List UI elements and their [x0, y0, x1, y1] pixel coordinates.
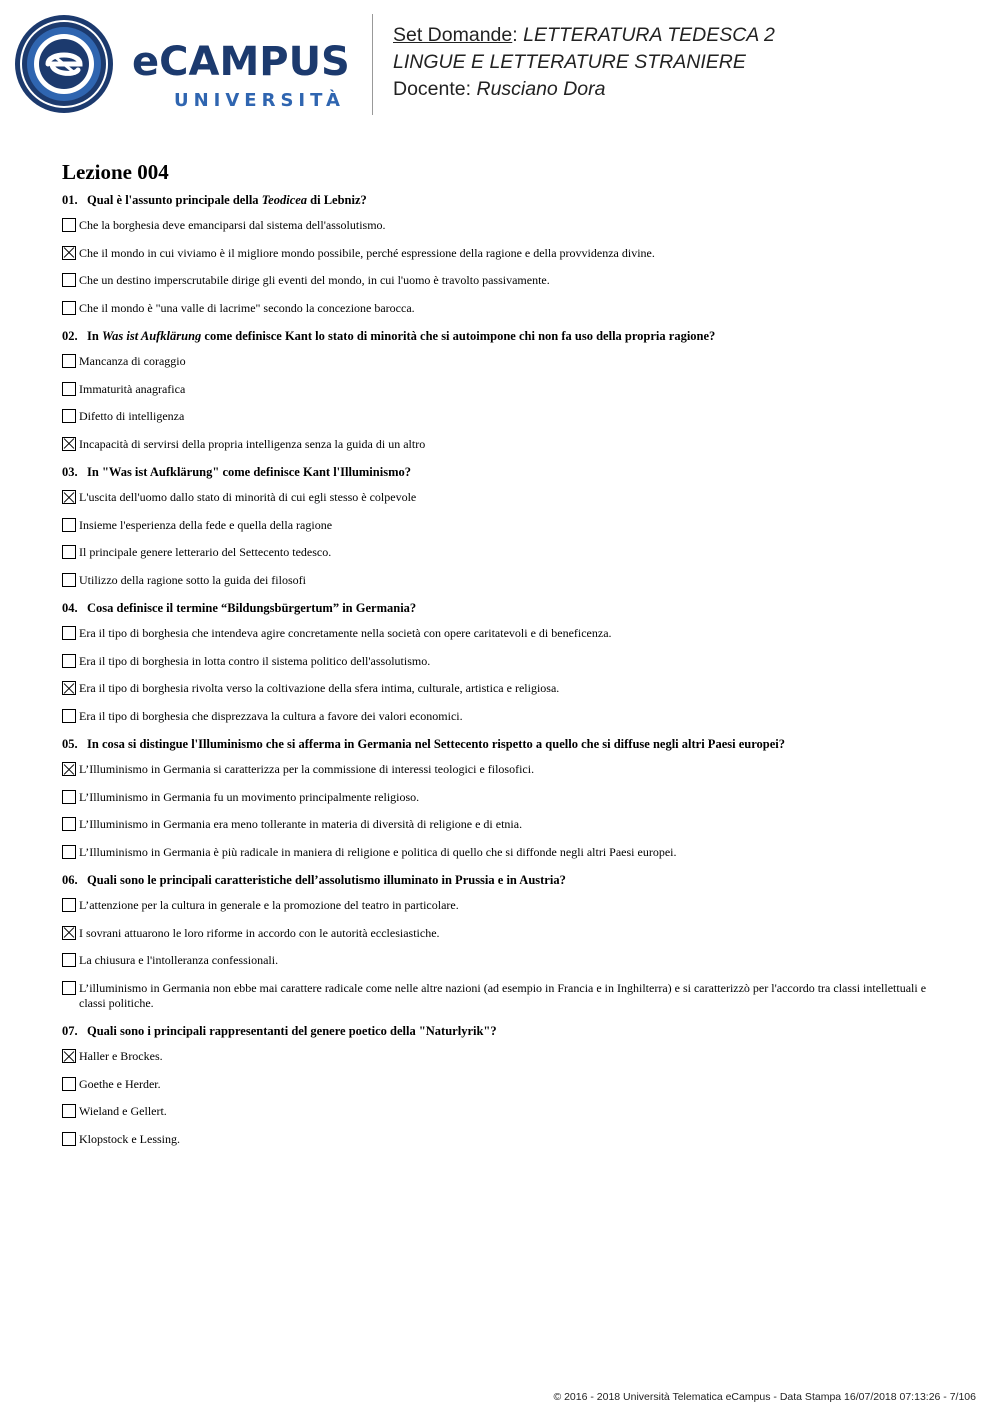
checked-checkbox-icon	[62, 681, 76, 695]
question-text	[62, 1023, 942, 1040]
answer-option	[62, 626, 942, 641]
question-list	[62, 192, 942, 1147]
answer-option-text: Difetto di intelligenza	[79, 409, 185, 423]
answer-option-text: L’attenzione per la cultura in generale e la promozione del teatro in particolare.	[79, 898, 459, 912]
question-text-segment: Qual è l'assunto principale della	[87, 193, 262, 207]
question-number: 06.	[62, 873, 78, 887]
document-header	[393, 22, 775, 103]
answer-option	[62, 218, 942, 233]
answer-option-text: Era il tipo di borghesia che intendeva agire concretamente nella società con opere caritatevoli e di beneficenza.	[79, 626, 612, 640]
question-block	[62, 464, 942, 588]
question-text-segment: Cosa definisce il termine “Bildungsbürgertum” in Germania?	[87, 601, 417, 615]
question-text	[62, 464, 942, 481]
answer-option	[62, 518, 942, 533]
answer-option	[62, 545, 942, 560]
answer-option	[62, 981, 942, 1011]
answer-option	[62, 953, 942, 968]
empty-checkbox-icon	[62, 654, 76, 668]
answer-option-text: Insieme l'esperienza della fede e quella della ragione	[79, 517, 333, 532]
question-number: 05.	[62, 737, 78, 751]
answer-option	[62, 573, 942, 588]
header-divider	[372, 14, 373, 115]
question-block	[62, 192, 942, 316]
checked-checkbox-icon	[62, 926, 76, 940]
question-number: 03.	[62, 465, 78, 479]
teacher-name: Rusciano Dora	[476, 78, 606, 100]
question-number: 04.	[62, 601, 78, 615]
answer-option-text: Wieland e Gellert.	[79, 1104, 167, 1118]
empty-checkbox-icon	[62, 573, 76, 587]
brand-subtitle: UNIVERSITÀ	[174, 90, 345, 111]
answer-option-text: Era il tipo di borghesia rivolta verso la coltivazione della sfera intima, culturale, artistica e religiosa.	[79, 681, 560, 695]
checked-checkbox-icon	[62, 437, 76, 451]
empty-checkbox-icon	[62, 898, 76, 912]
answer-option	[62, 709, 942, 724]
course-name: LETTERATURA TEDESCA 2	[523, 24, 775, 46]
answer-option	[62, 1104, 942, 1119]
checked-checkbox-icon	[62, 1049, 76, 1063]
answer-option	[62, 1132, 942, 1147]
answer-option-text: L’Illuminismo in Germania si caratterizza per la commissione di interessi teologici e filosofici.	[79, 762, 535, 776]
empty-checkbox-icon	[62, 790, 76, 804]
answer-option-text: Il principale genere letterario del Settecento tedesco.	[79, 545, 332, 559]
empty-checkbox-icon	[62, 1132, 76, 1146]
set-label: Set Domande	[393, 24, 513, 46]
answer-option	[62, 681, 942, 696]
empty-checkbox-icon	[62, 981, 76, 995]
question-text	[62, 192, 942, 209]
question-text-segment: di Lebniz?	[307, 193, 367, 207]
ecampus-logo	[14, 14, 359, 116]
answer-option-text: L'uscita dell'uomo dallo stato di minorità di cui egli stesso è colpevole	[79, 490, 417, 504]
question-block	[62, 600, 942, 724]
question-text-segment: Was ist Aufklärung	[101, 329, 202, 343]
answer-option-text: Che il mondo è "una valle di lacrime" secondo la concezione barocca.	[79, 300, 415, 315]
answer-option-text: L’Illuminismo in Germania fu un movimento principalmente religioso.	[79, 789, 420, 804]
question-text	[62, 872, 942, 889]
answer-option	[62, 382, 942, 397]
empty-checkbox-icon	[62, 273, 76, 287]
empty-checkbox-icon	[62, 953, 76, 967]
answer-option	[62, 762, 942, 777]
header-line-3	[393, 76, 775, 103]
question-number: 02.	[62, 329, 78, 343]
empty-checkbox-icon	[62, 626, 76, 640]
empty-checkbox-icon	[62, 218, 76, 232]
answer-option	[62, 246, 942, 261]
answer-option-text: Che il mondo in cui viviamo è il migliore mondo possibile, perché espressione della ragione e della provvidenza divine.	[79, 245, 655, 260]
header-line-2	[393, 49, 775, 76]
empty-checkbox-icon	[62, 845, 76, 859]
question-text-segment: In "Was ist Aufklärung" come definisce Kant l'Illuminismo?	[87, 465, 411, 479]
empty-checkbox-icon	[62, 409, 76, 423]
question-text-segment: Teodicea	[261, 193, 308, 207]
checked-checkbox-icon	[62, 762, 76, 776]
question-text-segment: In	[87, 329, 102, 343]
teacher-label: Docente:	[393, 78, 472, 100]
answer-option	[62, 409, 942, 424]
answer-option-text: La chiusura e l'intolleranza confessionali.	[79, 953, 279, 967]
empty-checkbox-icon	[62, 545, 76, 559]
answer-option-text: Haller e Brockes.	[79, 1049, 163, 1063]
answer-option	[62, 301, 942, 316]
empty-checkbox-icon	[62, 354, 76, 368]
question-block	[62, 1023, 942, 1147]
answer-option-text: L’Illuminismo in Germania è più radicale in maniera di religione e politica di quello che si diffonde negli altri Paesi europei.	[79, 844, 677, 859]
checked-checkbox-icon	[62, 246, 76, 260]
lesson-title: Lezione 004	[62, 160, 169, 184]
answer-option	[62, 354, 942, 369]
answer-option-text: Mancanza di coraggio	[79, 354, 186, 368]
answer-option-text: L’Illuminismo in Germania era meno tollerante in materia di diversità di religione e di etnia.	[79, 817, 523, 831]
answer-option-text: Goethe e Herder.	[79, 1076, 161, 1091]
answer-option-text: L’illuminismo in Germania non ebbe mai carattere radicale come nelle altre nazioni (ad esempio in Francia e in Inghilterra) e si caratterizzò per l'accordo tra classi intellettuali e classi politiche.	[79, 980, 927, 1010]
question-block	[62, 872, 942, 1011]
quiz-content	[62, 160, 942, 1159]
empty-checkbox-icon	[62, 709, 76, 723]
answer-option	[62, 926, 942, 941]
answer-option	[62, 1077, 942, 1092]
question-text	[62, 328, 942, 345]
checked-checkbox-icon	[62, 490, 76, 504]
answer-option	[62, 898, 942, 913]
answer-option	[62, 273, 942, 288]
question-number: 01.	[62, 193, 78, 207]
answer-option-text: Immaturità anagrafica	[79, 381, 186, 396]
ecampus-seal-icon	[14, 14, 114, 114]
empty-checkbox-icon	[62, 1104, 76, 1118]
page-footer: © 2016 - 2018 Università Telematica eCampus - Data Stampa 16/07/2018 07:13:26 - 7/106	[553, 1391, 976, 1403]
question-text-segment: In cosa si distingue l'Illuminismo che si afferma in Germania nel Settecento rispetto a quello che si diffuse negli altri Paesi europei?	[87, 737, 785, 751]
empty-checkbox-icon	[62, 518, 76, 532]
question-text-segment: Quali sono le principali caratteristiche dell’assolutismo illuminato in Prussia e in Austria?	[87, 873, 566, 887]
answer-option-text: Incapacità di servirsi della propria intelligenza senza la guida di un altro	[79, 436, 426, 451]
empty-checkbox-icon	[62, 382, 76, 396]
question-number: 07.	[62, 1024, 78, 1038]
question-text	[62, 600, 942, 617]
answer-option-text: Che la borghesia deve emanciparsi dal sistema dell'assolutismo.	[79, 218, 386, 232]
degree-name: LINGUE E LETTERATURE STRANIERE	[393, 51, 746, 73]
answer-option	[62, 437, 942, 452]
answer-option	[62, 1049, 942, 1064]
answer-option-text: Utilizzo della ragione sotto la guida dei filosofi	[79, 572, 306, 587]
brand-name: eCAMPUS	[132, 39, 350, 85]
answer-option-text: Era il tipo di borghesia che disprezzava la cultura a favore dei valori economici.	[79, 708, 463, 723]
answer-option	[62, 845, 942, 860]
answer-option	[62, 790, 942, 805]
question-block	[62, 328, 942, 452]
empty-checkbox-icon	[62, 817, 76, 831]
answer-option	[62, 654, 942, 669]
answer-option-text: I sovrani attuarono le loro riforme in accordo con le autorità ecclesiastiche.	[79, 925, 440, 940]
question-text	[62, 736, 942, 753]
empty-checkbox-icon	[62, 1077, 76, 1091]
answer-option	[62, 817, 942, 832]
question-text-segment: Quali sono i principali rappresentanti del genere poetico della "Naturlyrik"?	[87, 1024, 497, 1038]
answer-option	[62, 490, 942, 505]
answer-option-text: Klopstock e Lessing.	[79, 1131, 180, 1146]
question-block	[62, 736, 942, 860]
empty-checkbox-icon	[62, 301, 76, 315]
header-line-1: Set Domande: LETTERATURA TEDESCA 2	[393, 24, 775, 46]
answer-option-text: Era il tipo di borghesia in lotta contro il sistema politico dell'assolutismo.	[79, 653, 431, 668]
answer-option-text: Che un destino imperscrutabile dirige gli eventi del mondo, in cui l'uomo è travolto passivamente.	[79, 273, 550, 287]
question-text-segment: come definisce Kant lo stato di minorità che si autoimpone chi non fa uso della propria ragione?	[201, 329, 716, 343]
